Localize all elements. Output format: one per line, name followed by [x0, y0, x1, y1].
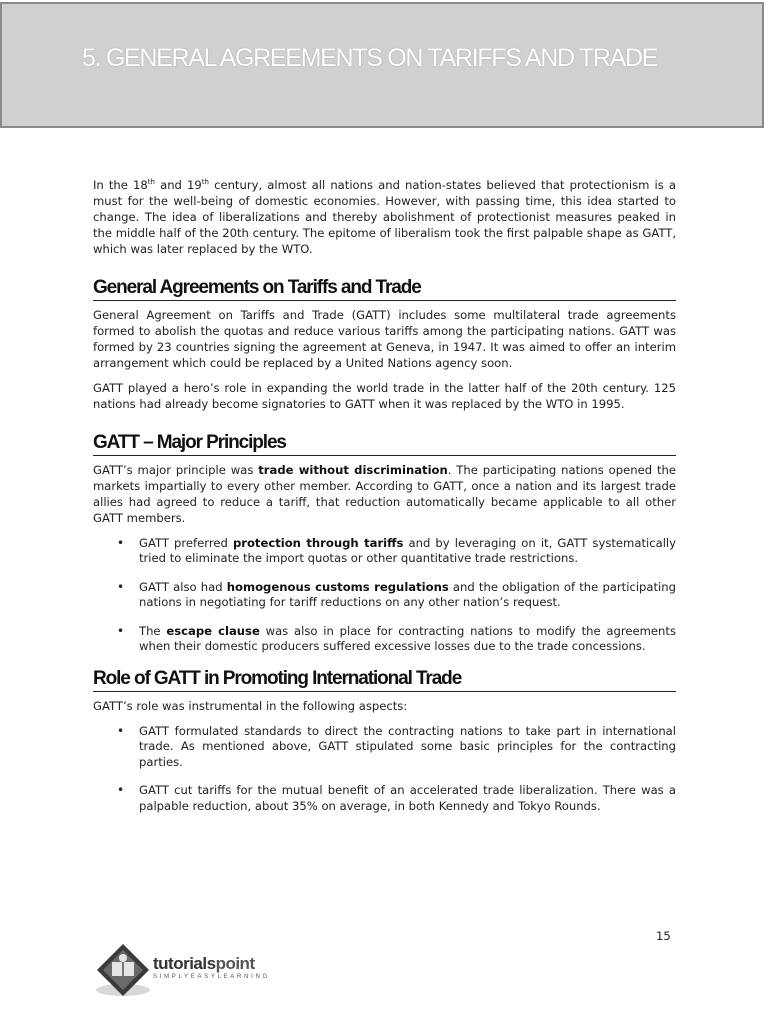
- list-item: • GATT cut tariffs for the mutual benefit of an accelerated trade liberalization. There was a palpable reduction, about 35% on average, in both Kennedy and Tokyo Rounds.: [139, 783, 676, 814]
- logo-wordmark: tutorialspoint: [153, 954, 255, 973]
- list-item: • GATT preferred protection through tariffs and by leveraging on it, GATT systematically tried to eliminate the import quotas or other quantitative trade restrictions.: [139, 536, 676, 567]
- list-item: • The escape clause was also in place for contracting nations to modify the agreements when their domestic producers suffered excessive losses due to the trade concessions.: [139, 624, 676, 655]
- principles-paragraph: GATT’s major principle was trade without discrimination. The participating nations opened the markets impartially to every other member. According to GATT, once a nation and its largest trade allies had agreed to reduce a tariff, that reduction automatically became applicable to all other GATT members.: [93, 462, 676, 525]
- logo-mark-icon: [93, 940, 153, 998]
- tutorialspoint-logo: [93, 940, 293, 998]
- section-heading-role: Role of GATT in Promoting International Trade: [93, 668, 676, 692]
- page-content: [93, 174, 676, 827]
- gatt-paragraph-2: GATT played a hero’s role in expanding the world trade in the latter half of the 20th century. 125 nations had already become signatories to GATT when it was replaced by the WTO in 1995.: [93, 380, 676, 411]
- page-number: 15: [656, 929, 671, 943]
- role-paragraph: GATT’s role was instrumental in the following aspects:: [93, 698, 408, 713]
- section-heading-principles: GATT – Major Principles: [93, 432, 676, 456]
- chapter-title: 5. GENERAL AGREEMENTS ON TARIFFS AND TRADE: [82, 44, 658, 72]
- intro-paragraph: In the 18th and 19th century, almost all nations and nation-states believed that protectionism is a must for the well-being of domestic economies. However, with passing time, this idea started to change. The idea of liberalizations and thereby abolishment of protectionist measures peaked in the middle half of the 20th century. The epitome of liberalism took the first palpable shape as GATT, which was later replaced by the WTO.: [93, 177, 676, 256]
- role-list: [93, 724, 676, 815]
- principles-list: [93, 536, 676, 655]
- section-heading-gatt: General Agreements on Tariffs and Trade: [93, 277, 676, 301]
- logo-tagline: SIMPLYEASYLEARNING: [153, 974, 270, 980]
- gatt-paragraph-1: General Agreement on Tariffs and Trade (GATT) includes some multilateral trade agreements formed to abolish the quotas and reduce various tariffs among the participating nations. GATT was formed by 23 countries signing the agreement at Geneva, in 1947. It was aimed to offer an interim arrangement which could be replaced by a United Nations agency soon.: [93, 307, 676, 370]
- list-item: • GATT formulated standards to direct the contracting nations to take part in international trade. As mentioned above, GATT stipulated some basic principles for the contracting parties.: [139, 724, 676, 771]
- chapter-header-banner: [0, 2, 764, 128]
- list-item: • GATT also had homogenous customs regulations and the obligation of the participating nations in negotiating for tariff reductions on any other nation’s request.: [139, 580, 676, 611]
